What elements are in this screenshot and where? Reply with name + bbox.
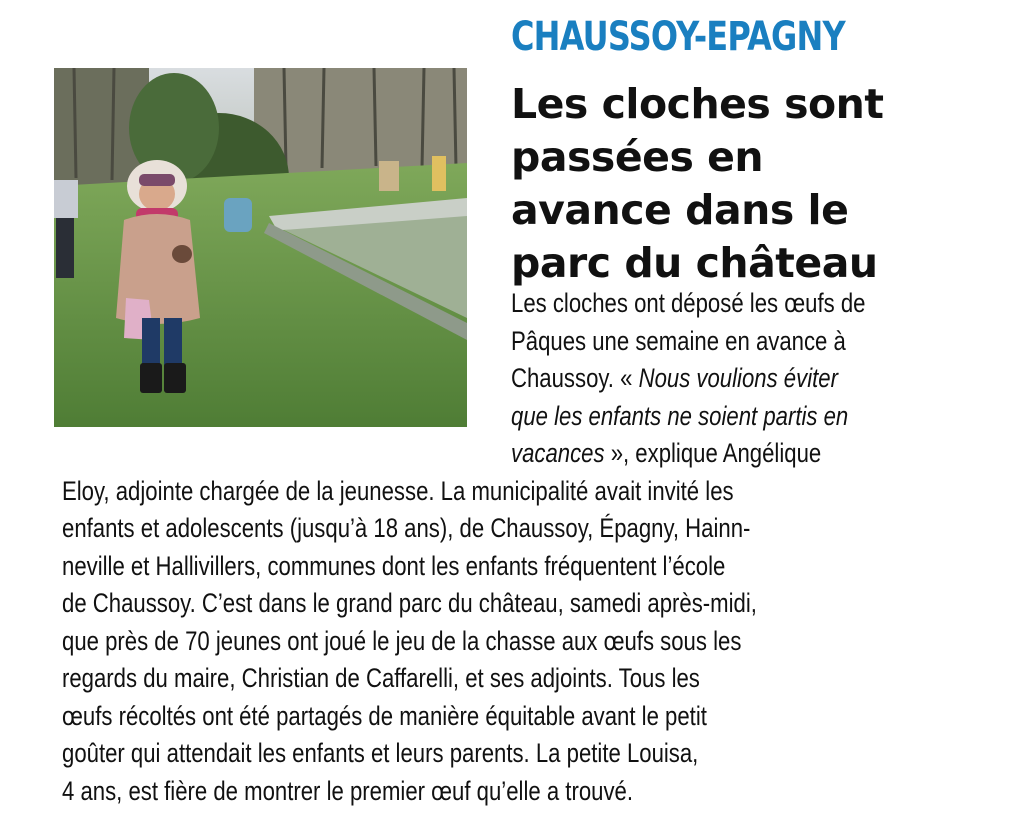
body-text-segment: que près de 70 jeunes ont joué le jeu de la chasse aux œufs sous les [62, 625, 742, 656]
section-kicker: CHAUSSOY-EPAGNY [511, 14, 845, 60]
body-text-segment: regards du maire, Christian de Caffarelli, et ses adjoints. Tous les [62, 663, 700, 693]
body-line [62, 623, 741, 661]
body-line [511, 435, 821, 473]
body-line [511, 323, 846, 361]
body-line [62, 735, 698, 773]
body-text-segment: Les cloches ont déposé les œufs de [511, 288, 866, 318]
body-line [62, 660, 700, 698]
body-text-segment: Pâques une semaine en avance à [511, 325, 846, 356]
article-photo [54, 68, 467, 427]
headline-line: passées en [511, 133, 764, 181]
body-text-segment: enfants et adolescents (jusqu’à 18 ans), de Chaussoy, Épagny, Hainn- [62, 513, 751, 543]
body-text-segment: Chaussoy. « [511, 363, 639, 393]
body-text-segment: neville et Hallivillers, communes dont les enfants fréquentent l’école [62, 550, 726, 581]
body-text-segment: que les enfants ne soient partis en [511, 400, 849, 431]
headline-line: Les cloches sont [511, 80, 884, 128]
article-headline [511, 78, 1011, 290]
headline-line: parc du château [511, 239, 878, 287]
body-line [511, 285, 865, 323]
body-line [62, 473, 734, 511]
child-in-pink-coat-on-lawn-icon [54, 68, 467, 427]
body-text-segment: goûter qui attendait les enfants et leurs parents. La petite Louisa, [62, 738, 699, 768]
body-line [511, 398, 848, 436]
body-line [62, 548, 725, 586]
body-text-segment: Eloy, adjointe chargée de la jeunesse. La municipalité avait invité les [62, 475, 734, 506]
body-line [62, 773, 633, 811]
body-text-segment: œufs récoltés ont été partagés de manière équitable avant le petit [62, 700, 707, 731]
headline-line: avance dans le [511, 186, 849, 234]
body-line [62, 585, 757, 623]
body-text-segment: Nous voulions éviter [638, 363, 838, 393]
body-line [511, 360, 838, 398]
body-line [62, 698, 707, 736]
body-text-segment: de Chaussoy. C’est dans le grand parc du château, samedi après-midi, [62, 588, 757, 618]
body-text-segment: », explique Angélique [604, 438, 822, 468]
body-text-segment: 4 ans, est fière de montrer le premier œuf qu’elle a trouvé. [62, 775, 633, 806]
body-text-segment: vacances [511, 438, 605, 468]
body-line [62, 510, 750, 548]
